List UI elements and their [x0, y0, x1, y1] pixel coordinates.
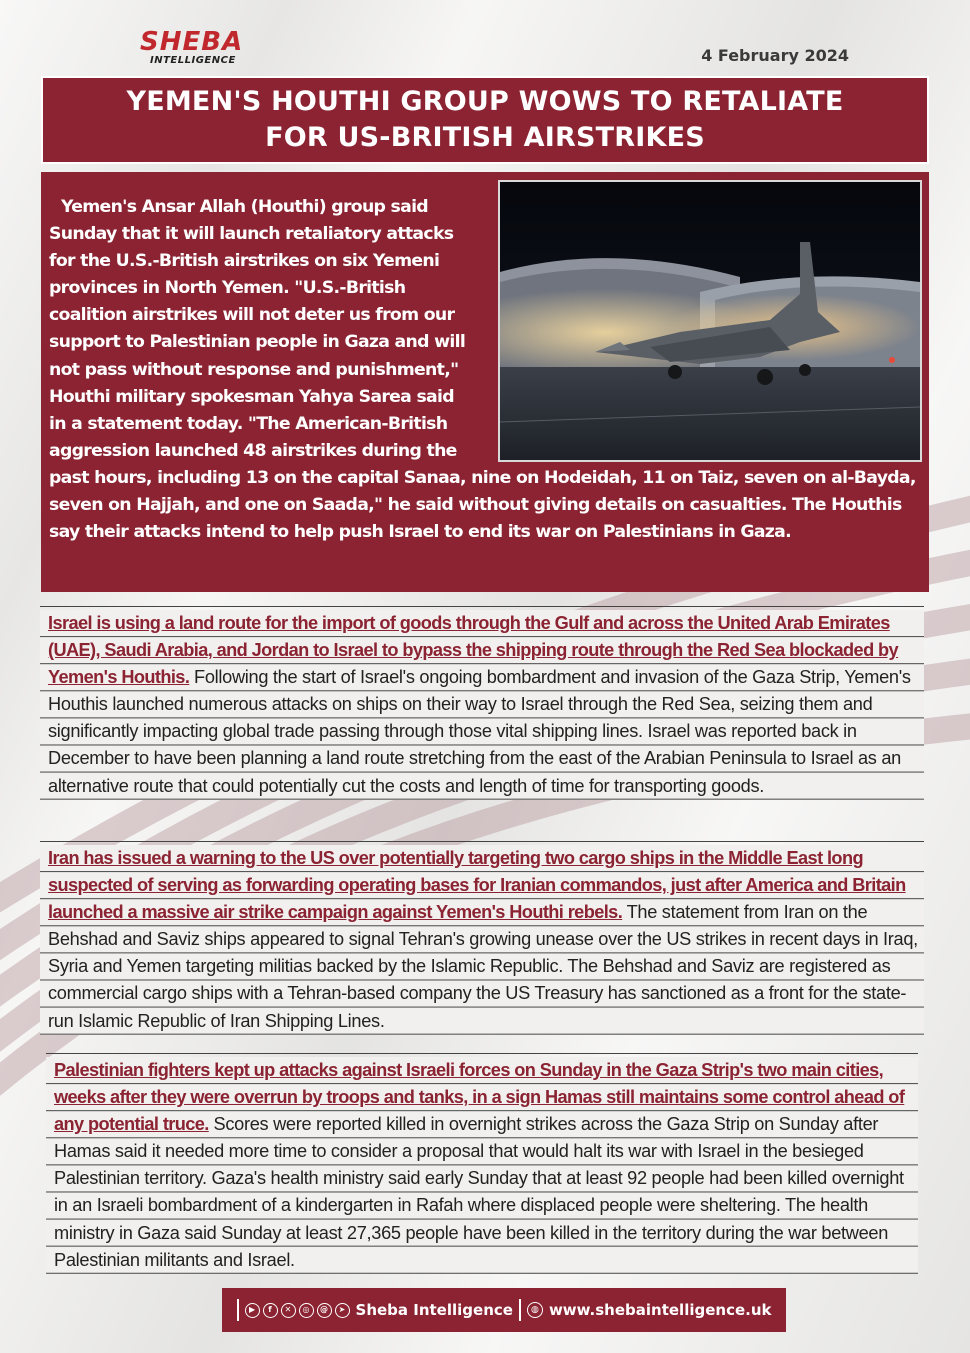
issue-date: 4 February 2024	[701, 46, 849, 65]
instagram-icon[interactable]: ◎	[299, 1303, 314, 1318]
lead-story-box	[41, 172, 929, 592]
article-1-headline: Israel is using a land route for the import of goods through the Gulf and across the United Arab Emirates (UAE), Saudi Arabia, and Jordan to Israel to bypass the shipping route through the Red Sea blockaded by Yemen's Houthis.	[48, 613, 899, 688]
logo-wordmark: SHEBA	[140, 27, 244, 57]
footer-brand[interactable]: Sheba Intelligence	[355, 1301, 513, 1319]
youtube-icon[interactable]: ▶	[245, 1303, 260, 1318]
footer-url[interactable]: www.shebaintelligence.uk	[548, 1301, 772, 1319]
divider	[46, 1053, 918, 1054]
article-2-headline: Iran has issued a warning to the US over potentially targeting two cargo ships in the Middle East long suspected of serving as forwarding operating bases for Iranian commandos, just after America and Britain launched a massive air strike campaign against Yemen's Houthi rebels.	[48, 848, 906, 923]
article-2	[40, 845, 924, 1035]
article-3-paragraph	[46, 1057, 918, 1274]
lead-paragraph	[49, 194, 919, 546]
photo-spacer	[473, 194, 919, 464]
article-2-body: The statement from Iran on the Behshad and Saviz ships appeared to signal Tehran's growing unease over the US strikes in recent days in Iraq, Syria and Yemen targeting militias backed by the Islamic Republic. The Behshad and Saviz are registered as commercial cargo ships with a Tehran-based company the US Treasury has sanctioned as a front for the state-run Islamic Republic of Iran Shipping Lines.	[48, 902, 918, 1031]
article-1-paragraph	[40, 610, 924, 800]
footer-bar	[222, 1288, 786, 1332]
globe-icon: ◍	[527, 1302, 543, 1318]
headline-banner	[41, 76, 929, 164]
facebook-icon[interactable]: f	[263, 1303, 278, 1318]
page-title: YEMEN'S HOUTHI GROUP WOWS TO RETALIATE FOR US-BRITISH AIRSTRIKES	[126, 86, 844, 153]
article-3-body: Scores were reported killed in overnight strikes across the Gaza Strip on Sunday after Hamas said it needed more time to consider a proposal that would halt its war with Israel in the besieged Palestinian territory. Gaza's health ministry said early Sunday that at least 92 people had been killed overnight in an Israeli bombardment of a kindergarten in Rafah where displaced people were sheltering. The health ministry in Gaza said Sunday at least 27,365 people have been killed in the territory during the war between Palestinian militants and Israel.	[54, 1114, 904, 1270]
article-1	[40, 610, 924, 800]
article-3-headline: Palestinian fighters kept up attacks against Israeli forces on Sunday in the Gaza Strip's two main cities, weeks after they were overrun by troops and tanks, in a sign Hamas still maintains some control ahead of any potential truce.	[54, 1060, 905, 1135]
telegram-icon[interactable]: ➤	[335, 1303, 350, 1318]
divider	[40, 606, 924, 607]
sheba-logo	[140, 28, 260, 70]
logo-subtitle: INTELLIGENCE	[150, 55, 236, 66]
x-icon[interactable]: ✕	[281, 1303, 296, 1318]
divider	[40, 841, 924, 842]
article-3	[46, 1057, 918, 1274]
separator	[237, 1299, 239, 1321]
social-icons	[245, 1303, 350, 1318]
threads-icon[interactable]: @	[317, 1303, 332, 1318]
article-1-body: Following the start of Israel's ongoing bombardment and invasion of the Gaza Strip, Yemen's Houthis launched numerous attacks on ships on their way to Israel through the Red Sea, seizing them and significantly impacting global trade passing through those vital shipping lines. Israel was reported back in December to have been planning a land route stretching from the east of the Arabian Peninsula to Israel as an alternative route that could potentially cut the costs and length of time for transporting goods.	[48, 667, 911, 796]
lead-text: Yemen's Ansar Allah (Houthi) group said Sunday that it will launch retaliatory attacks for the U.S.-British airstrikes on six Yemeni provinces in North Yemen. "U.S.-British coalition airstrikes will not deter us from our support to Palestinian people in Gaza and will not pass without response and punishment," Houthi military spokesman Yahya Sarea said in a statement today. "The American-British aggression launched 48 airstrikes during the past hours, including 13 on the capital Sanaa, nine on Hodeidah, 11 on Taiz, seven on al-Bayda, seven on Hajjah, and one on Saada," he said without giving details on casualties. The Houthis say their attacks intend to help push Israel to end its war on Palestinians in Gaza.	[49, 197, 916, 543]
separator	[519, 1299, 521, 1321]
article-2-paragraph	[40, 845, 924, 1035]
